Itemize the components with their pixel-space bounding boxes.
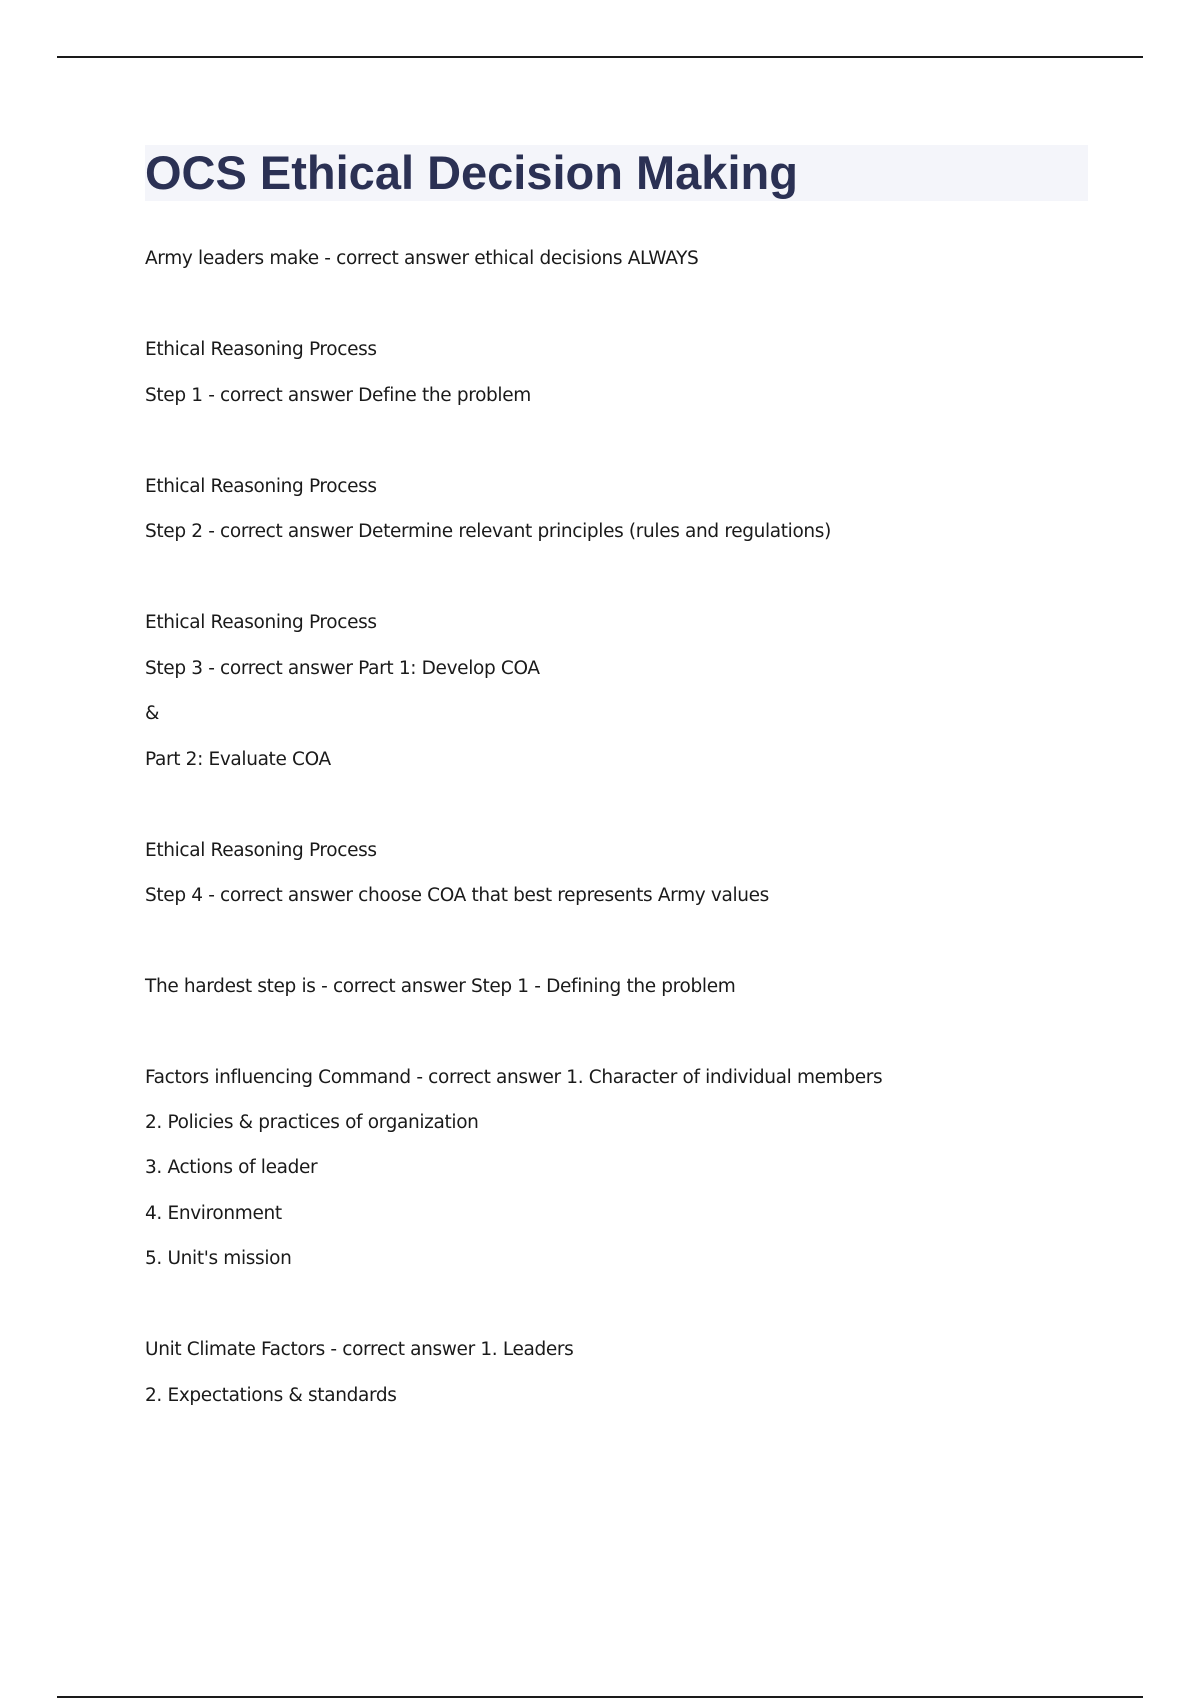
card-answer-step-3-part-2: Part 2: Evaluate COA xyxy=(145,749,331,770)
card-answer-step-3-ampersand: & xyxy=(145,703,160,724)
card-answer-step-4: Step 4 - correct answer choose COA that best represents Army values xyxy=(145,885,769,906)
list-item-factor-2: 2. Policies & practices of organization xyxy=(145,1112,479,1133)
card-answer-step-2: Step 2 - correct answer Determine relevant principles (rules and regulations) xyxy=(145,521,831,542)
card-factors-command: Factors influencing Command - correct answer 1. Character of individual members xyxy=(145,1067,883,1088)
list-item-climate-2: 2. Expectations & standards xyxy=(145,1385,397,1406)
card-heading-step-4: Ethical Reasoning Process xyxy=(145,840,377,861)
title-banner xyxy=(145,145,1088,201)
card-heading-step-3: Ethical Reasoning Process xyxy=(145,612,377,633)
card-answer-step-3-part-1: Step 3 - correct answer Part 1: Develop COA xyxy=(145,658,540,679)
list-item-factor-4: 4. Environment xyxy=(145,1203,282,1224)
card-heading-step-1: Ethical Reasoning Process xyxy=(145,339,377,360)
footer-rule xyxy=(57,1696,1143,1698)
document-title: OCS Ethical Decision Making xyxy=(145,146,798,199)
card-answer-step-1: Step 1 - correct answer Define the problem xyxy=(145,385,531,406)
card-unit-climate-factors: Unit Climate Factors - correct answer 1. Leaders xyxy=(145,1339,574,1360)
list-item-factor-3: 3. Actions of leader xyxy=(145,1157,318,1178)
list-item-factor-5: 5. Unit's mission xyxy=(145,1248,292,1269)
card-hardest-step: The hardest step is - correct answer Step 1 - Defining the problem xyxy=(145,976,736,997)
card-heading-step-2: Ethical Reasoning Process xyxy=(145,476,377,497)
header-rule xyxy=(57,56,1143,58)
card-question-army-leaders: Army leaders make - correct answer ethical decisions ALWAYS xyxy=(145,248,699,269)
